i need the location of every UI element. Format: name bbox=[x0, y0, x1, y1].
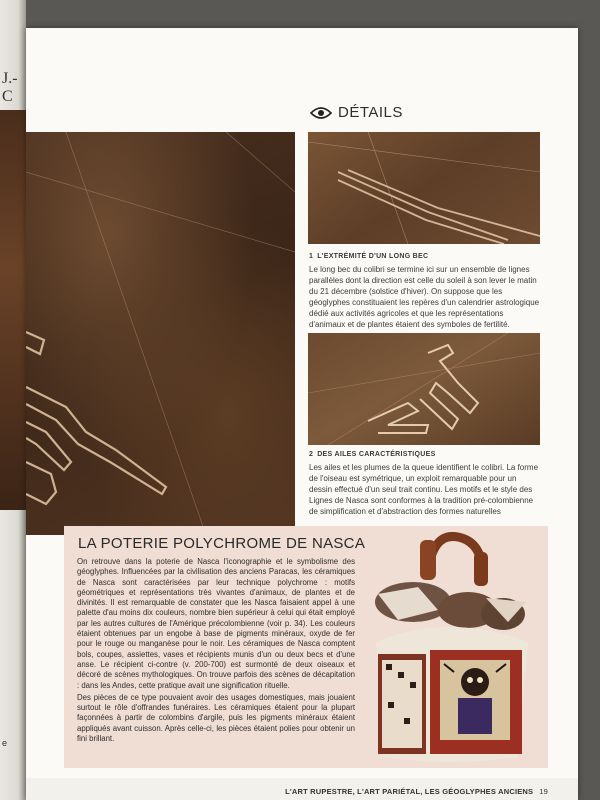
running-footer bbox=[285, 787, 548, 796]
caption-label-1: 1 L'EXTRÉMITÉ D'UN LONG BEC bbox=[309, 253, 429, 260]
pottery-title: LA POTERIE POLYCHROME DE NASCA bbox=[78, 535, 366, 552]
pottery-paragraph-2: Des pièces de ce type pouvaient avoir des usages domestiques, mais jouaient surtout le rôle d'offrandes funéraires. Les céramiques étaient pour la plupart façonnées à partir de colombins d'argile, puis les pigments minéraux étaient appliqués avant cuisson. Après celle-ci, les pièces étaient polies pour obtenir un fini brillant. bbox=[77, 692, 355, 744]
eye-icon bbox=[310, 106, 332, 120]
caption-text-1: Le long bec du colibri se termine ici sur un ensemble de lignes parallèles dont la direction est celle du soleil à son lever le matin du 21 décembre (solstice d'hiver). On suppose que les géoglyphes constituaient les repères d'un calendrier astrologique dédié aux activités agricoles et que les représentations d'animaux et de plantes étaient des symboles de fertilité. bbox=[309, 265, 540, 329]
left-page-edge bbox=[0, 0, 26, 800]
aerial-geoglyph-photo bbox=[26, 132, 295, 535]
left-page-text-fragment-bottom: e bbox=[2, 738, 8, 748]
page-number: 19 bbox=[539, 787, 548, 796]
running-title: L'ART RUPESTRE, L'ART PARIÉTAL, LES GÉOGLYPHES ANCIENS bbox=[285, 787, 534, 796]
detail-photo-long-beak bbox=[308, 132, 540, 244]
detail-photo-wings bbox=[308, 333, 540, 445]
details-heading bbox=[310, 104, 403, 121]
book-page bbox=[26, 28, 578, 800]
pottery-text bbox=[77, 557, 355, 746]
pottery-paragraph-1: On retrouve dans la poterie de Nasca l'iconographie et le symbolisme des géoglyphes. Influencées par la civilisation des anciens Paracas, les céramiques de Nasca sont caractérisées par leur technique polychrome : motifs géométriques et représentations très vivantes d'animaux, de plantes et de divinités. Il est remarquable de constater que les Nasca faisaient appel à une palette d'au moins dix couleurs, nombre bien supérieur à celui qui était employé par les autres cultures de l'Amérique précolombienne (voir p. 34). Les couleurs étaient obtenues par un engobe à base de pigments minéraux, oxyde de fer pour le rouge ou manganèse pour le noir. Les céramiques de Nasca comptent bols, coupes, assiettes, vases et récipients munis d'un ou deux becs et d'une anse. Le récipient ci-contre (v. 200-700) est surmonté de deux oiseaux et décoré de scènes mythologiques. On trouve parfois des scènes de décapitation : dans les Andes, cette pratique avait une signification rituelle. bbox=[77, 557, 355, 690]
left-page-photo-fragment bbox=[0, 110, 26, 510]
caption-text-2: Les ailes et les plumes de la queue identifient le colibri. La forme de l'oiseau est symétrique, un exploit remarquable pour un dessin effectué d'un seul trait continu. Les motifs et le style des Lignes de Nasca sont conformes à la tradition pré-colombienne de simplification et d'abstraction des formes naturelles bbox=[309, 463, 539, 516]
details-title: DÉTAILS bbox=[338, 104, 403, 121]
left-page-text-fragment: J.-C bbox=[2, 70, 18, 105]
nasca-vessel-image bbox=[358, 532, 538, 762]
caption-label-2: 2 DES AILES CARACTÉRISTIQUES bbox=[309, 451, 436, 458]
pottery-sidebar-box bbox=[64, 526, 548, 768]
